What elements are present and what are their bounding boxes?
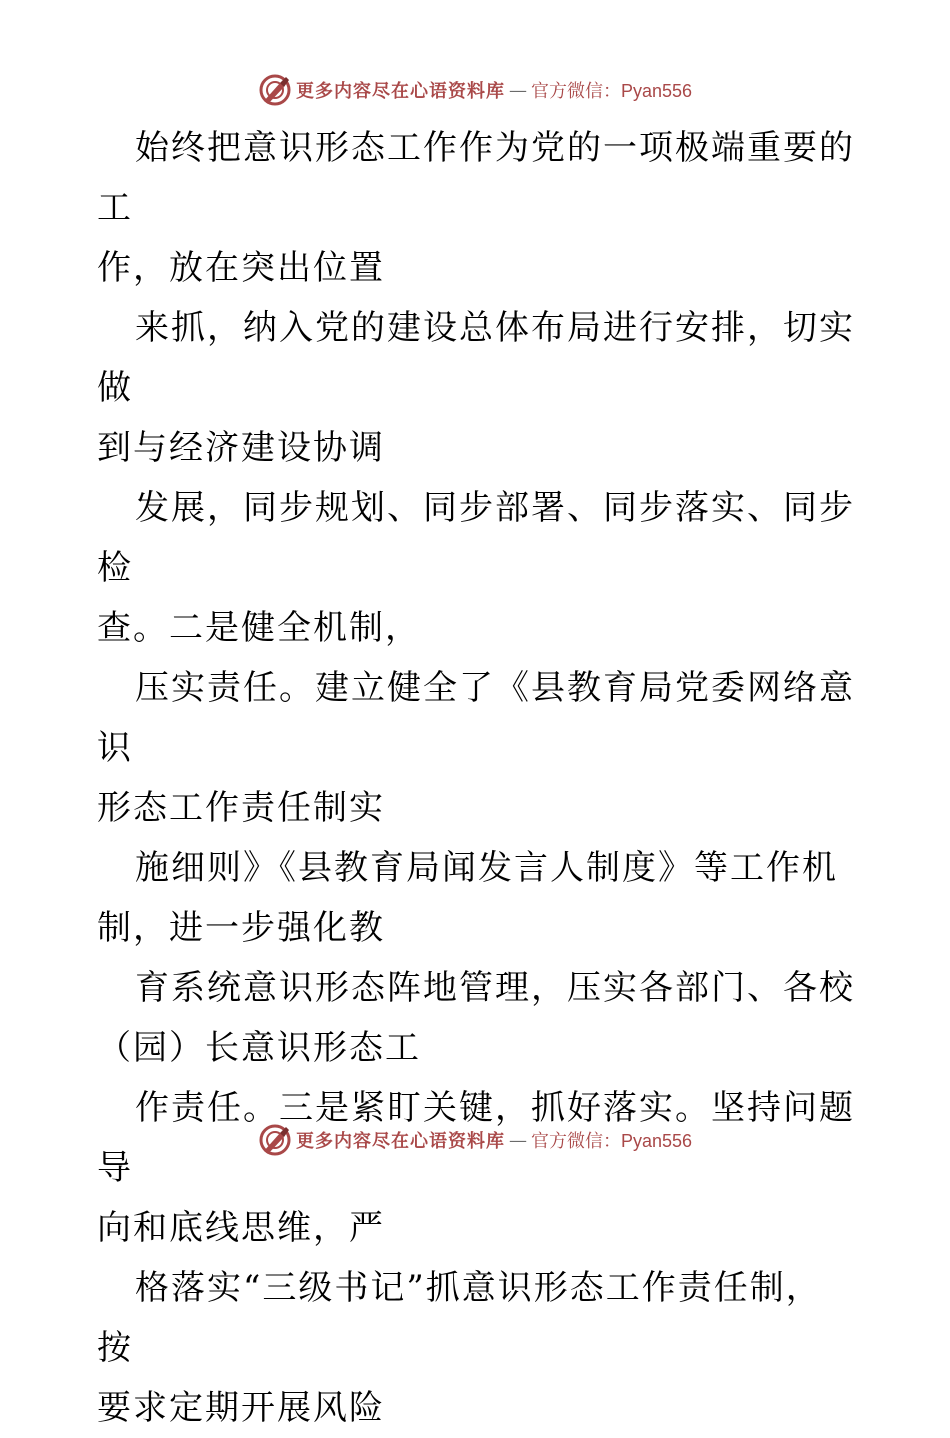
watermark-separator: — (508, 1129, 527, 1151)
paragraph-line-2: 到与经济建设协调 (97, 428, 385, 468)
paragraph-line-1: 发展，同步规划、同步部署、同步落实、同步检 (97, 488, 855, 588)
paragraph (97, 1078, 857, 1258)
paragraph (97, 298, 857, 478)
paragraph-line-1: 来抓，纳入党的建设总体布局进行安排，切实做 (97, 308, 855, 408)
pen-logo-icon (258, 1123, 292, 1157)
paragraph-line-1: 格落实“三级书记”抓意识形态工作责任制，按 (97, 1268, 822, 1368)
paragraph (97, 838, 857, 958)
paragraph-line-1: 施细则》《县教育局闻发言人制度》等工作机 (135, 848, 838, 888)
watermark-wechat-text: 官方微信：Pyan556 (530, 81, 693, 101)
document-body (97, 118, 857, 1438)
paragraph-line-1: 压实责任。建立健全了《县教育局党委网络意识 (97, 668, 855, 768)
paragraph (97, 1258, 857, 1438)
watermark-separator: — (508, 79, 527, 101)
pen-logo-icon (258, 73, 292, 107)
paragraph (97, 118, 857, 298)
paragraph-line-2: 要求定期开展风险 (97, 1388, 385, 1428)
watermark-site-text: 更多内容尽在心语资料库 (295, 1131, 505, 1152)
watermark-banner-bottom (0, 1120, 950, 1160)
paragraph-line-2: 作，放在突出位置 (97, 248, 385, 288)
paragraph-line-2: 形态工作责任制实 (97, 788, 385, 828)
paragraph (97, 478, 857, 658)
paragraph (97, 958, 857, 1078)
paragraph-line-1: 作责任。三是紧盯关键，抓好落实。坚持问题导 (97, 1088, 855, 1188)
paragraph-line-1: 育系统意识形态阵地管理，压实各部门、各校 (135, 968, 855, 1008)
paragraph-line-2: （园）长意识形态工 (97, 1028, 421, 1068)
paragraph-line-2: 查。二是健全机制， (97, 608, 421, 648)
paragraph-line-2: 制，进一步强化教 (97, 908, 385, 948)
watermark-content (258, 1123, 692, 1157)
watermark-site-text: 更多内容尽在心语资料库 (295, 81, 505, 102)
paragraph-line-1: 始终把意识形态工作作为党的一项极端重要的工 (97, 128, 855, 228)
watermark-content (258, 73, 692, 107)
paragraph (97, 658, 857, 838)
watermark-wechat-text: 官方微信：Pyan556 (530, 1131, 693, 1151)
paragraph-line-2: 向和底线思维，严 (97, 1208, 385, 1248)
watermark-banner-top (0, 70, 950, 110)
